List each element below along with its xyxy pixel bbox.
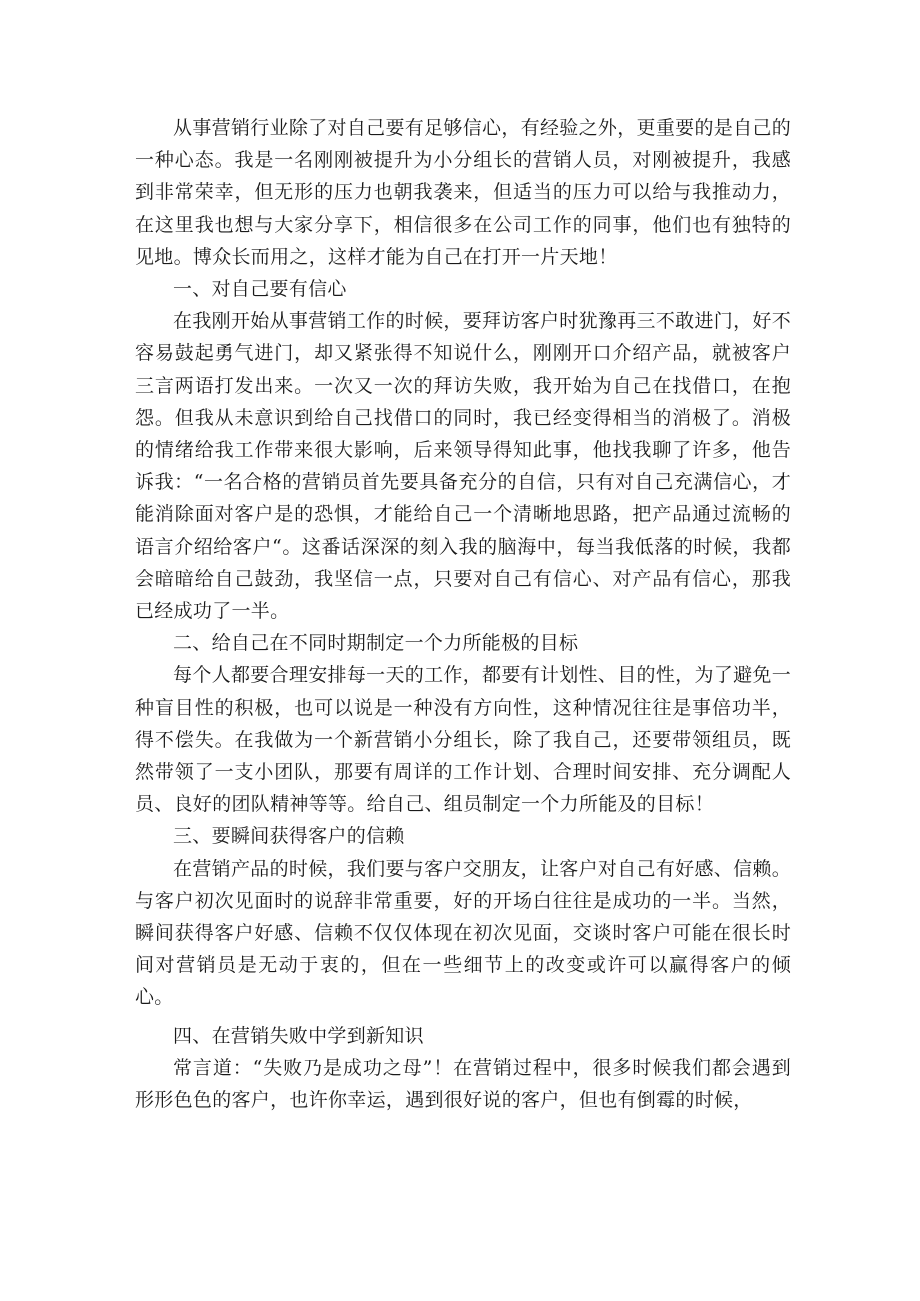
section-4-paragraph: 常言道：“失败乃是成功之母”！在营销过程中，很多时候我们都会遇到形形色色的客户，也许你幸运，遇到很好说的客户，但也有倒霉的时候， [135,1056,791,1112]
intro-paragraph: 从事营销行业除了对自己要有足够信心，有经验之外，更重要的是自己的一种心态。我是一名刚刚被提升为小分组长的营销人员，对刚被提升，我感到非常荣幸，但无形的压力也朝我袭来，但适当的压力可以给与我推动力，在这里我也想与大家分享下，相信很多在公司工作的同事，他们也有独特的见地。博众长而用之，这样才能为自己在打开一片天地！ [135,117,791,268]
section-heading-3: 三、要瞬间获得客户的信赖 [173,825,405,848]
section-1-paragraph: 在我刚开始从事营销工作的时候，要拜访客户时犹豫再三不敢进门，好不容易鼓起勇气进门，却又紧张得不知说什么，刚刚开口介绍产品，就被客户三言两语打发出来。一次又一次的拜访失败，我开始为自己在找借口，在抱怨。但我从未意识到给自己找借口的同时，我已经变得相当的消极了。消极的情绪给我工作带来很大影响，后来领导得知此事，他找我聊了许多，他告诉我：“一名合格的营销员首先要具备充分的自信，只有对自己充满信心，才能消除面对客户是的恐惧，才能给自己一个清晰地思路，把产品通过流畅的语言介绍给客户“。这番话深深的刻入我的脑海中，每当我低落的时候，我都会暗暗给自己鼓劲，我坚信一点，只要对自己有信心、对产品有信心，那我已经成功了一半。 [135,310,791,623]
section-heading-2: 二、给自己在不同时期制定一个力所能极的目标 [173,632,579,655]
section-heading-1: 一、对自己要有信心 [173,278,347,301]
section-heading-4: 四、在营销失败中学到新知识 [173,1024,424,1047]
section-3-paragraph: 在营销产品的时候，我们要与客户交朋友，让客户对自己有好感、信赖。与客户初次见面时的说辞非常重要，好的开场白往往是成功的一半。当然，瞬间获得客户好感、信赖不仅仅体现在初次见面，交谈时客户可能在很长时间对营销员是无动于衷的，但在一些细节上的改变或许可以赢得客户的倾心。 [135,857,791,1009]
document-body [135,112,791,1116]
section-2-paragraph: 每个人都要合理安排每一天的工作，都要有计划性、目的性，为了避免一种盲目性的积极，也可以说是一种没有方向性，这种情况往往是事倍功半，得不偿失。在我做为一个新营销小分组长，除了我自己，还要带领组员，既然带领了一支小团队，那要有周详的工作计划、合理时间安排、充分调配人员、良好的团队精神等等。给自己、组员制定一个力所能及的目标！ [135,664,791,816]
